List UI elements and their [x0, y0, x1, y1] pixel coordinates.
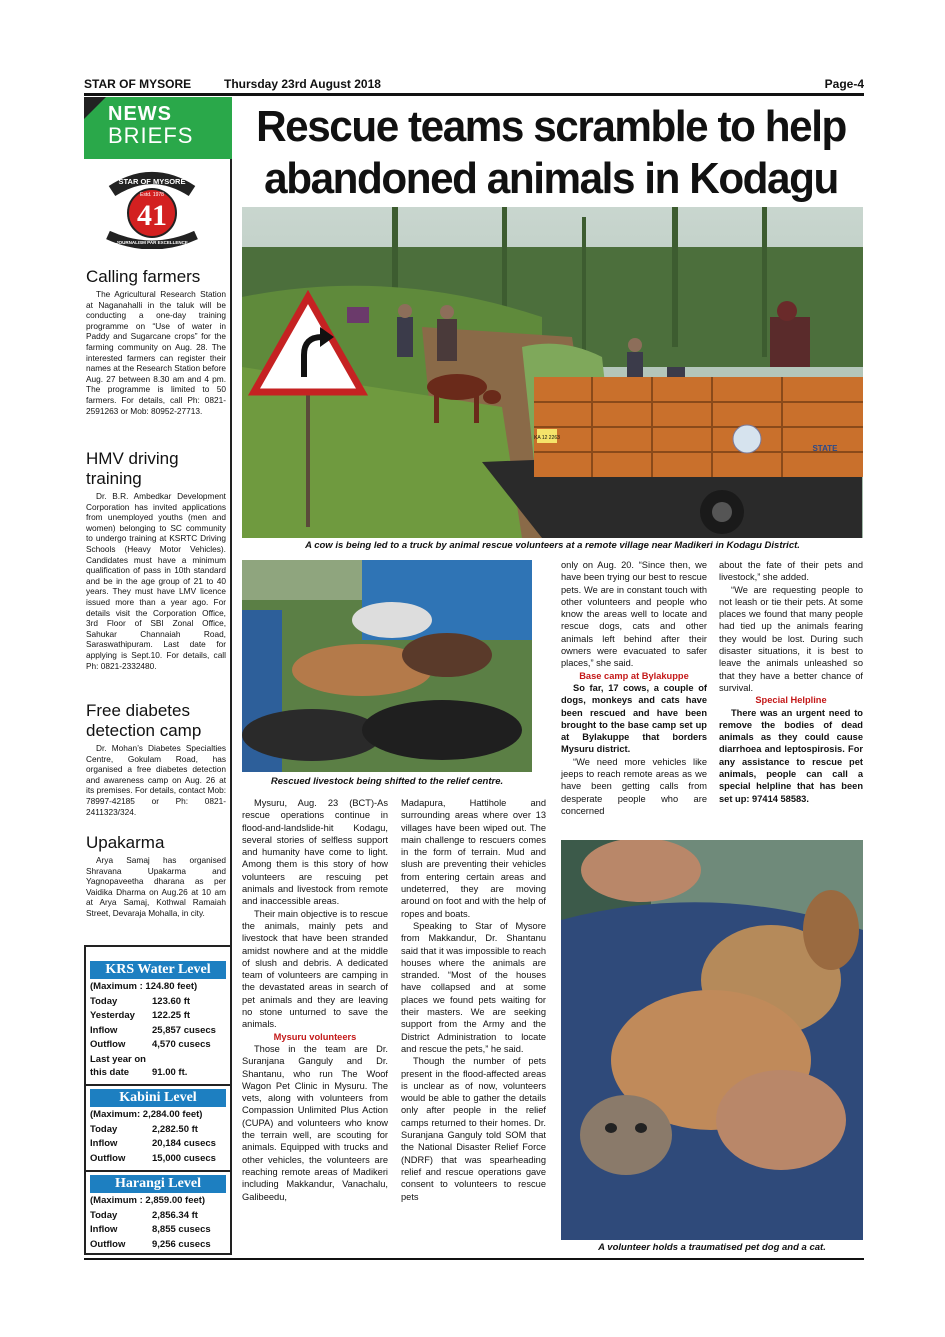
- level-row: Outflow 9,256 cusecs: [90, 1239, 211, 1250]
- subhead-mysuru-volunteers: Mysuru volunteers: [273, 1031, 357, 1042]
- paper-name: STAR OF MYSORE: [84, 77, 192, 91]
- subhead-base-camp: Base camp at Bylakuppe: [579, 670, 689, 681]
- paragraph: Madapura, Hattihole and surrounding areas where over 13 villages have been wiped out. The main challenge to rescuers comes in the form of terrain. Mud and slush are preventing their vehicles from entering certain areas and undeterred, they are moving around on foot and with the help of ropes and boats.: [401, 798, 546, 919]
- paragraph: So far, 17 cows, a couple of dogs, monkeys and cats have been rescued and have been brought to the base camp set up at Bylakuppe that borders Mysuru district.: [561, 682, 707, 755]
- news-briefs-sidebar: [84, 97, 232, 945]
- level-row: Today 2,856.34 ft: [90, 1210, 198, 1221]
- brief-body: Dr. Mohan’s Diabetes Specialties Centre, Gokulam Road, has organised a free diabetes detection and awareness camp on Aug. 26 at its premises. For details, contact Mob: 78997-42185 or Ph: 0821-2411323/324.: [86, 743, 226, 817]
- paragraph: Their main objective is to rescue the animals, mainly pets and livestock that have been stranded amidst nowhere and at the middle of slush and debris. A dedicated team of volunteers are camping in the devastated areas in search of pet animals and they are leaving no stone unturned to save the animals.: [242, 908, 388, 1030]
- paragraph: Though the number of pets present in the flood-affected areas is unclear as of now, volunteers would be able to gather the details only after people in the relief camps returned to their homes. Dr. Suranjana Ganguly told SOM that the National Disaster Relief Force (NDRF) that was spearheading relief and rescue operations gave consent to volunteers to rescue pets: [401, 1056, 546, 1202]
- level-row: Inflow 8,855 cusecs: [90, 1224, 211, 1235]
- brief-title: HMV driving training: [86, 449, 179, 488]
- main-photo: [242, 207, 863, 538]
- level-row: Today 2,282.50 ft: [90, 1124, 198, 1135]
- brief-calling-farmers: [86, 267, 226, 416]
- level-row: (Maximum: 2,284.00 feet): [90, 1109, 203, 1120]
- masthead: [84, 74, 864, 94]
- logo-bottom-text: JOURNALISM PAR EXCELLENCE: [116, 240, 188, 245]
- brief-diabetes-camp: [86, 701, 226, 817]
- logo-top-text: STAR OF MYSORE: [118, 177, 186, 186]
- briefs-label: BRIEFS: [108, 123, 194, 148]
- level-row: (Maximum : 124.80 feet): [90, 981, 198, 992]
- brief-body: The Agricultural Research Station at Naganahalli in the taluk will be conducting a one-day training programme on “Use of water in Paddy and Sugarcane crops” for the farming community on Aug. 28. The interested farmers can register their names at the Research Station before Aug. 27 between 8.30 am and 4 pm. The programme is limited to 50 farmers. For details, call Ph: 0821-2591263 or Mob: 80952-27713.: [86, 289, 226, 416]
- headline: [252, 101, 849, 205]
- dog-cat-caption: A volunteer holds a traumatised pet dog and a cat.: [598, 1242, 826, 1253]
- livestock-photo: [242, 560, 532, 772]
- news-label: NEWS: [108, 103, 172, 125]
- paragraph: only on Aug. 20. “Since then, we have been trying our best to rescue pets. We are in constant touch with other volunteers and people who know the areas well to locate and rescue dogs, cats and other animals left behind after their owners were evacuated to safer places,” she said.: [561, 560, 707, 669]
- brief-hmv-training: [86, 449, 226, 671]
- truck-plate: KA 12 2263: [534, 435, 560, 441]
- krs-header: KRS Water Level: [90, 961, 226, 979]
- page-number: Page-4: [824, 77, 864, 91]
- level-row: Inflow 20,184 cusecs: [90, 1138, 216, 1149]
- logo-estd: Estd. 1978: [140, 192, 164, 198]
- masthead-rule: [84, 93, 864, 96]
- article-column-4: [719, 559, 863, 839]
- corner-triangle: [84, 97, 106, 119]
- article-column-3: [561, 559, 707, 839]
- water-levels-box: [84, 945, 232, 1255]
- subhead-special-helpline: Special Helpline: [755, 695, 827, 706]
- anniversary-logo: [94, 169, 210, 249]
- article-column-1: [242, 797, 388, 1263]
- level-row: this date 91.00 ft.: [90, 1067, 188, 1078]
- issue-date: Thursday 23rd August 2018: [224, 77, 381, 91]
- level-row: Outflow 4,570 cusecs: [90, 1039, 211, 1050]
- paragraph: Mysuru, Aug. 23 (BCT)-As rescue operations continue in flood-and-landslide-hit Kodagu, several stories of selfless support and humanity have come to light. Among them is this story of how volunteers are rescuing pet animals and livestock from remote and inaccessible areas.: [242, 798, 388, 907]
- brief-title: Free diabetes detection camp: [86, 701, 202, 740]
- level-row: (Maximum : 2,859.00 feet): [90, 1195, 206, 1206]
- level-row: Last year on: [90, 1054, 146, 1065]
- paragraph: Those in the team are Dr. Suranjana Ganguly and Dr. Shantanu, who run The Woof Wagon Pet Clinic in Mysuru. The vets, along with volunteers from Compassion Unlimited Plus Action (CUPA) and volunteers who know the terrain well, are scouting for animals. Equipped with trucks and other vehicles, the volunteers are reaching remote areas of Madikeri including Makkandur, Vanachalu, Galibeedu,: [242, 1043, 388, 1202]
- paragraph: There was an urgent need to remove the bodies of dead animals as they could cause diarrhoea and leptospirosis. For any assistance to rescue pet animals, people can call a special helpline that has been set up: 97414 58583.: [719, 707, 863, 804]
- brief-title: Calling farmers: [86, 267, 201, 286]
- paragraph: “We need more vehicles like jeeps to reach remote areas as we have been getting calls from desperate people who are concerned: [561, 756, 707, 816]
- news-briefs-header: [84, 97, 232, 159]
- paragraph: Speaking to Star of Mysore from Makkandur, Dr. Shantanu said that it was impossible to reach houses where the animals are stranded. “Most of the houses have collapsed and at some places we found pets waiting for their masters. We are seeking support from the Army and the District Administration to locate and rescue the pets,” he said.: [401, 920, 546, 1054]
- paragraph: about the fate of their pets and livestock,” she added.: [719, 560, 863, 583]
- dog-cat-photo: [561, 840, 863, 1240]
- livestock-caption: Rescued livestock being shifted to the relief centre.: [270, 776, 504, 787]
- level-row: Yesterday 122.25 ft: [90, 1010, 191, 1021]
- level-row: Outflow 15,000 cusecs: [90, 1153, 216, 1164]
- brief-body: Dr. B.R. Ambedkar Development Corporation has invited applications from unemployed youths (men and women) belonging to SC community to undergo training at KSRTC Driving Schools (Heavy Motor Vehicles). Candidates must have a minimum qualification of pass in 10th standard and be in the age group of 21 to 40 years. They must have LMV licence issued more than a year ago. For details visit the Corporation Office, 3rd Floor of SBI Zonal Office, Sahukar Channaiah Road, Saraswathipuram. Last date for applying is Sept.10. For details, call Ph: 0821-2332480.: [86, 491, 226, 671]
- brief-body: Arya Samaj has organised Shravana Upakarma and Yagnopaveetha dharana as per Vaidika Dharma on Aug.26 at 10 am at Arya Samaj, Kothwal Ramaiah Street, Devaraja Mohalla, in city.: [86, 855, 226, 918]
- headline-line-1: Rescue teams scramble to help: [256, 102, 846, 151]
- brief-upakarma: [86, 833, 226, 919]
- level-row: Today 123.60 ft: [90, 996, 191, 1007]
- bottom-rule: [84, 1258, 864, 1260]
- headline-line-2: abandoned animals in Kodagu: [264, 154, 838, 203]
- logo-number: 41: [137, 199, 167, 232]
- paragraph: “We are requesting people to not leash or tie their pets. At some places we found that many people had tied up the animals fearing they would be lost. During such disaster situations, it is best to leave the animals unleashed so that they have a better chance of survival.: [719, 584, 863, 693]
- kabini-header: Kabini Level: [90, 1089, 226, 1107]
- truck-label: STATE: [812, 444, 838, 453]
- main-photo-caption: A cow is being led to a truck by animal rescue volunteers at a remote village near Madikeri in Kodagu District.: [305, 540, 800, 551]
- article-column-2: [401, 797, 546, 1263]
- brief-title: Upakarma: [86, 833, 165, 852]
- level-row: Inflow 25,857 cusecs: [90, 1025, 216, 1036]
- harangi-header: Harangi Level: [90, 1175, 226, 1193]
